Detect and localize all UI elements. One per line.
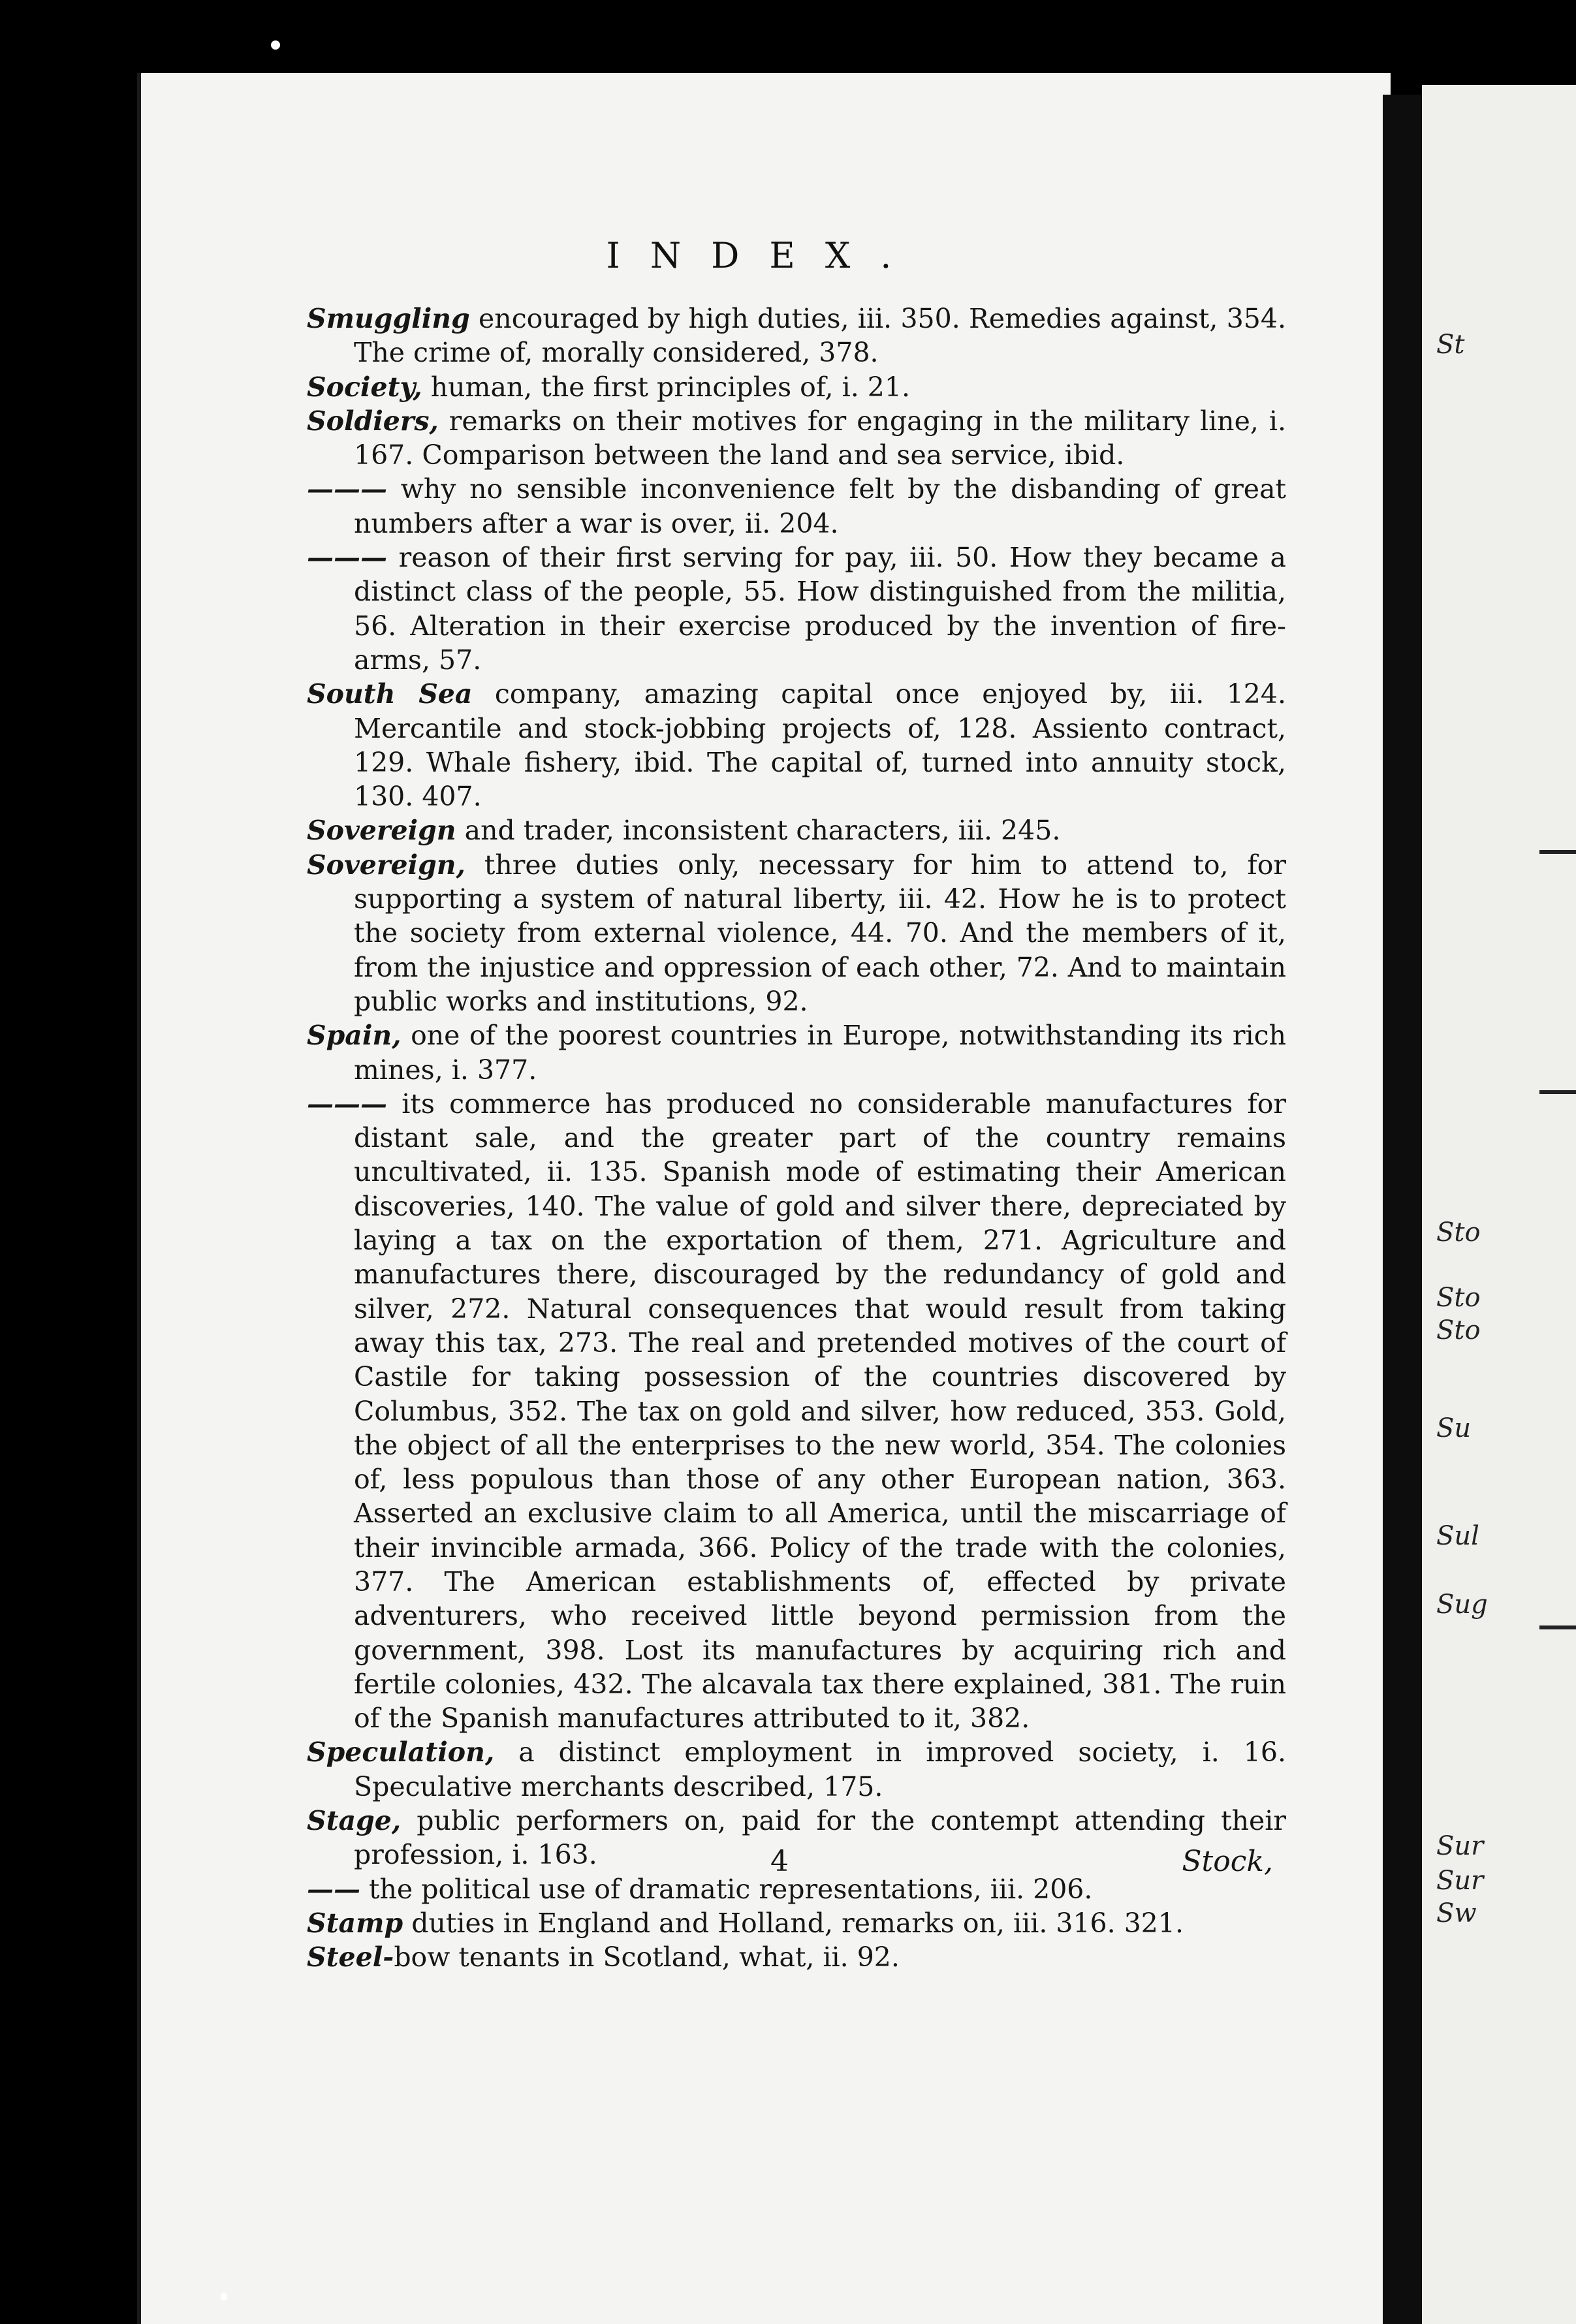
index-entry xyxy=(307,677,1286,813)
facing-page-rule xyxy=(1539,850,1576,854)
entry-dash: —— xyxy=(307,1873,360,1905)
binding-gutter xyxy=(1383,95,1422,2324)
facing-page-rule xyxy=(1539,1625,1576,1629)
entry-dash: ——— xyxy=(307,473,387,505)
entry-headword: Sovereign, xyxy=(307,849,465,881)
entry-headword: Spain, xyxy=(307,1020,402,1052)
index-entry xyxy=(307,472,1286,541)
facing-page-fragment: Sto xyxy=(1436,1315,1481,1345)
entry-headword: South Sea xyxy=(307,678,473,710)
index-entry xyxy=(307,1018,1286,1087)
page-header: INDEX. xyxy=(606,235,922,276)
entry-text: the political use of dramatic representations, iii. 206. xyxy=(369,1873,1093,1905)
index-entry xyxy=(307,848,1286,1018)
facing-page-fragment: Sul xyxy=(1436,1521,1479,1551)
entry-text: and trader, inconsistent characters, iii. 245. xyxy=(464,815,1061,847)
index-entry xyxy=(307,370,1286,404)
entry-text: reason of their first serving for pay, iii. 50. How they became a distinct class of the people, 55. How distinguished from the militia, 56. Alteration in their exercise produced by the invention of fire-arms, 57. xyxy=(354,542,1286,676)
index-entry xyxy=(307,1940,1286,1974)
facing-page-fragment: St xyxy=(1436,330,1465,360)
catchword: Stock, xyxy=(1182,1845,1273,1878)
facing-page-fragment: Sur xyxy=(1436,1866,1484,1896)
facing-page xyxy=(1422,85,1576,2324)
entry-headword: Steel- xyxy=(307,1941,394,1973)
signature-mark: 4 xyxy=(770,1845,789,1878)
index-entries xyxy=(307,302,1286,1975)
scan-speck xyxy=(221,2293,227,2300)
entry-dash: ——— xyxy=(307,542,387,574)
entry-text: its commerce has produced no considerable manufactures for distant sale, and the greater part of the country remains uncultivated, ii. 135. Spanish mode of estimating their American discoveries, 140. The value of gold and silver there, depreciated by laying a tax on the exportation of them, 271. Agriculture and manufactures there, discouraged by the redundancy of gold and silver, 272. Natural consequences that would result from taking away this tax, 273. The real and pretended motives of the court of Castile for taking possession of the countries discovered by Columbus, 352. The tax on gold and silver, how reduced, 353. Gold, the object of all the enterprises to the new world, 354. The colonies of, less populous than those of any other European nation, 363. Asserted an exclusive claim to all America, until the miscarriage of their invincible armada, 366. Policy of the trade with the colonies, 377. The American establishments of, effected by private adventurers, who received little beyond permission from the government, 398. Lost its manufactures by acquiring rich and fertile colonies, 432. The alcavala tax there explained, 381. The ruin of the Spanish manufactures attributed to it, 382. xyxy=(354,1088,1286,1735)
entry-text: human, the first principles of, i. 21. xyxy=(430,371,911,403)
index-entry xyxy=(307,813,1286,847)
entry-text: company, amazing capital once enjoyed by, iii. 124. Mercantile and stock-jobbing projects of, 128. Assiento contract, 129. Whale fishery, ibid. The capital of, turned into annuity stock, 130. 407. xyxy=(354,678,1286,813)
entry-headword: Stamp xyxy=(307,1907,403,1939)
facing-page-fragment: Sug xyxy=(1436,1590,1488,1620)
facing-page-fragment: Sto xyxy=(1436,1283,1481,1313)
facing-page-fragment: Sto xyxy=(1436,1217,1481,1248)
entry-text: remarks on their motives for engaging in the military line, i. 167. Comparison between the land and sea service, ibid. xyxy=(354,405,1286,471)
entry-dash: ——— xyxy=(307,1088,387,1120)
facing-page-fragment: Sur xyxy=(1436,1831,1484,1861)
index-entry xyxy=(307,404,1286,473)
entry-text: one of the poorest countries in Europe, notwithstanding its rich mines, i. 377. xyxy=(354,1020,1286,1086)
page-footer xyxy=(307,1845,1273,1884)
entry-text: bow tenants in Scotland, what, ii. 92. xyxy=(394,1941,900,1973)
entry-headword: Speculation, xyxy=(307,1736,495,1768)
facing-page-fragment: Sw xyxy=(1436,1898,1477,1928)
facing-page-rule xyxy=(1539,1090,1576,1094)
index-entry xyxy=(307,1087,1286,1736)
entry-text: public performers on, paid for the contempt attending their profession, i. 163. xyxy=(354,1805,1286,1871)
entry-headword: Sovereign xyxy=(307,815,456,847)
entry-headword: Society, xyxy=(307,371,422,403)
index-entry xyxy=(307,541,1286,677)
facing-page-fragment: Su xyxy=(1436,1413,1472,1443)
entry-headword: Soldiers, xyxy=(307,405,439,437)
index-entry xyxy=(307,1735,1286,1804)
index-entry xyxy=(307,1906,1286,1940)
entry-headword: Smuggling xyxy=(307,303,470,334)
entry-text: why no sensible inconvenience felt by the disbanding of great numbers after a war is over, ii. 204. xyxy=(354,473,1286,539)
entry-text: a distinct employment in improved society, i. 16. Speculative merchants described, 175. xyxy=(354,1736,1286,1802)
entry-text: three duties only, necessary for him to attend to, for supporting a system of natural liberty, iii. 42. How he is to protect the society from external violence, 44. 70. And the members of it, from the injustice and oppression of each other, 72. And to maintain public works and institutions, 92. xyxy=(354,849,1286,1017)
scan-speck xyxy=(271,40,280,50)
entry-headword: Stage, xyxy=(307,1805,402,1837)
entry-text: duties in England and Holland, remarks on, iii. 316. 321. xyxy=(411,1907,1184,1939)
entry-text: encouraged by high duties, iii. 350. Remedies against, 354. The crime of, morally considered, 378. xyxy=(354,303,1286,369)
index-entry xyxy=(307,302,1286,370)
